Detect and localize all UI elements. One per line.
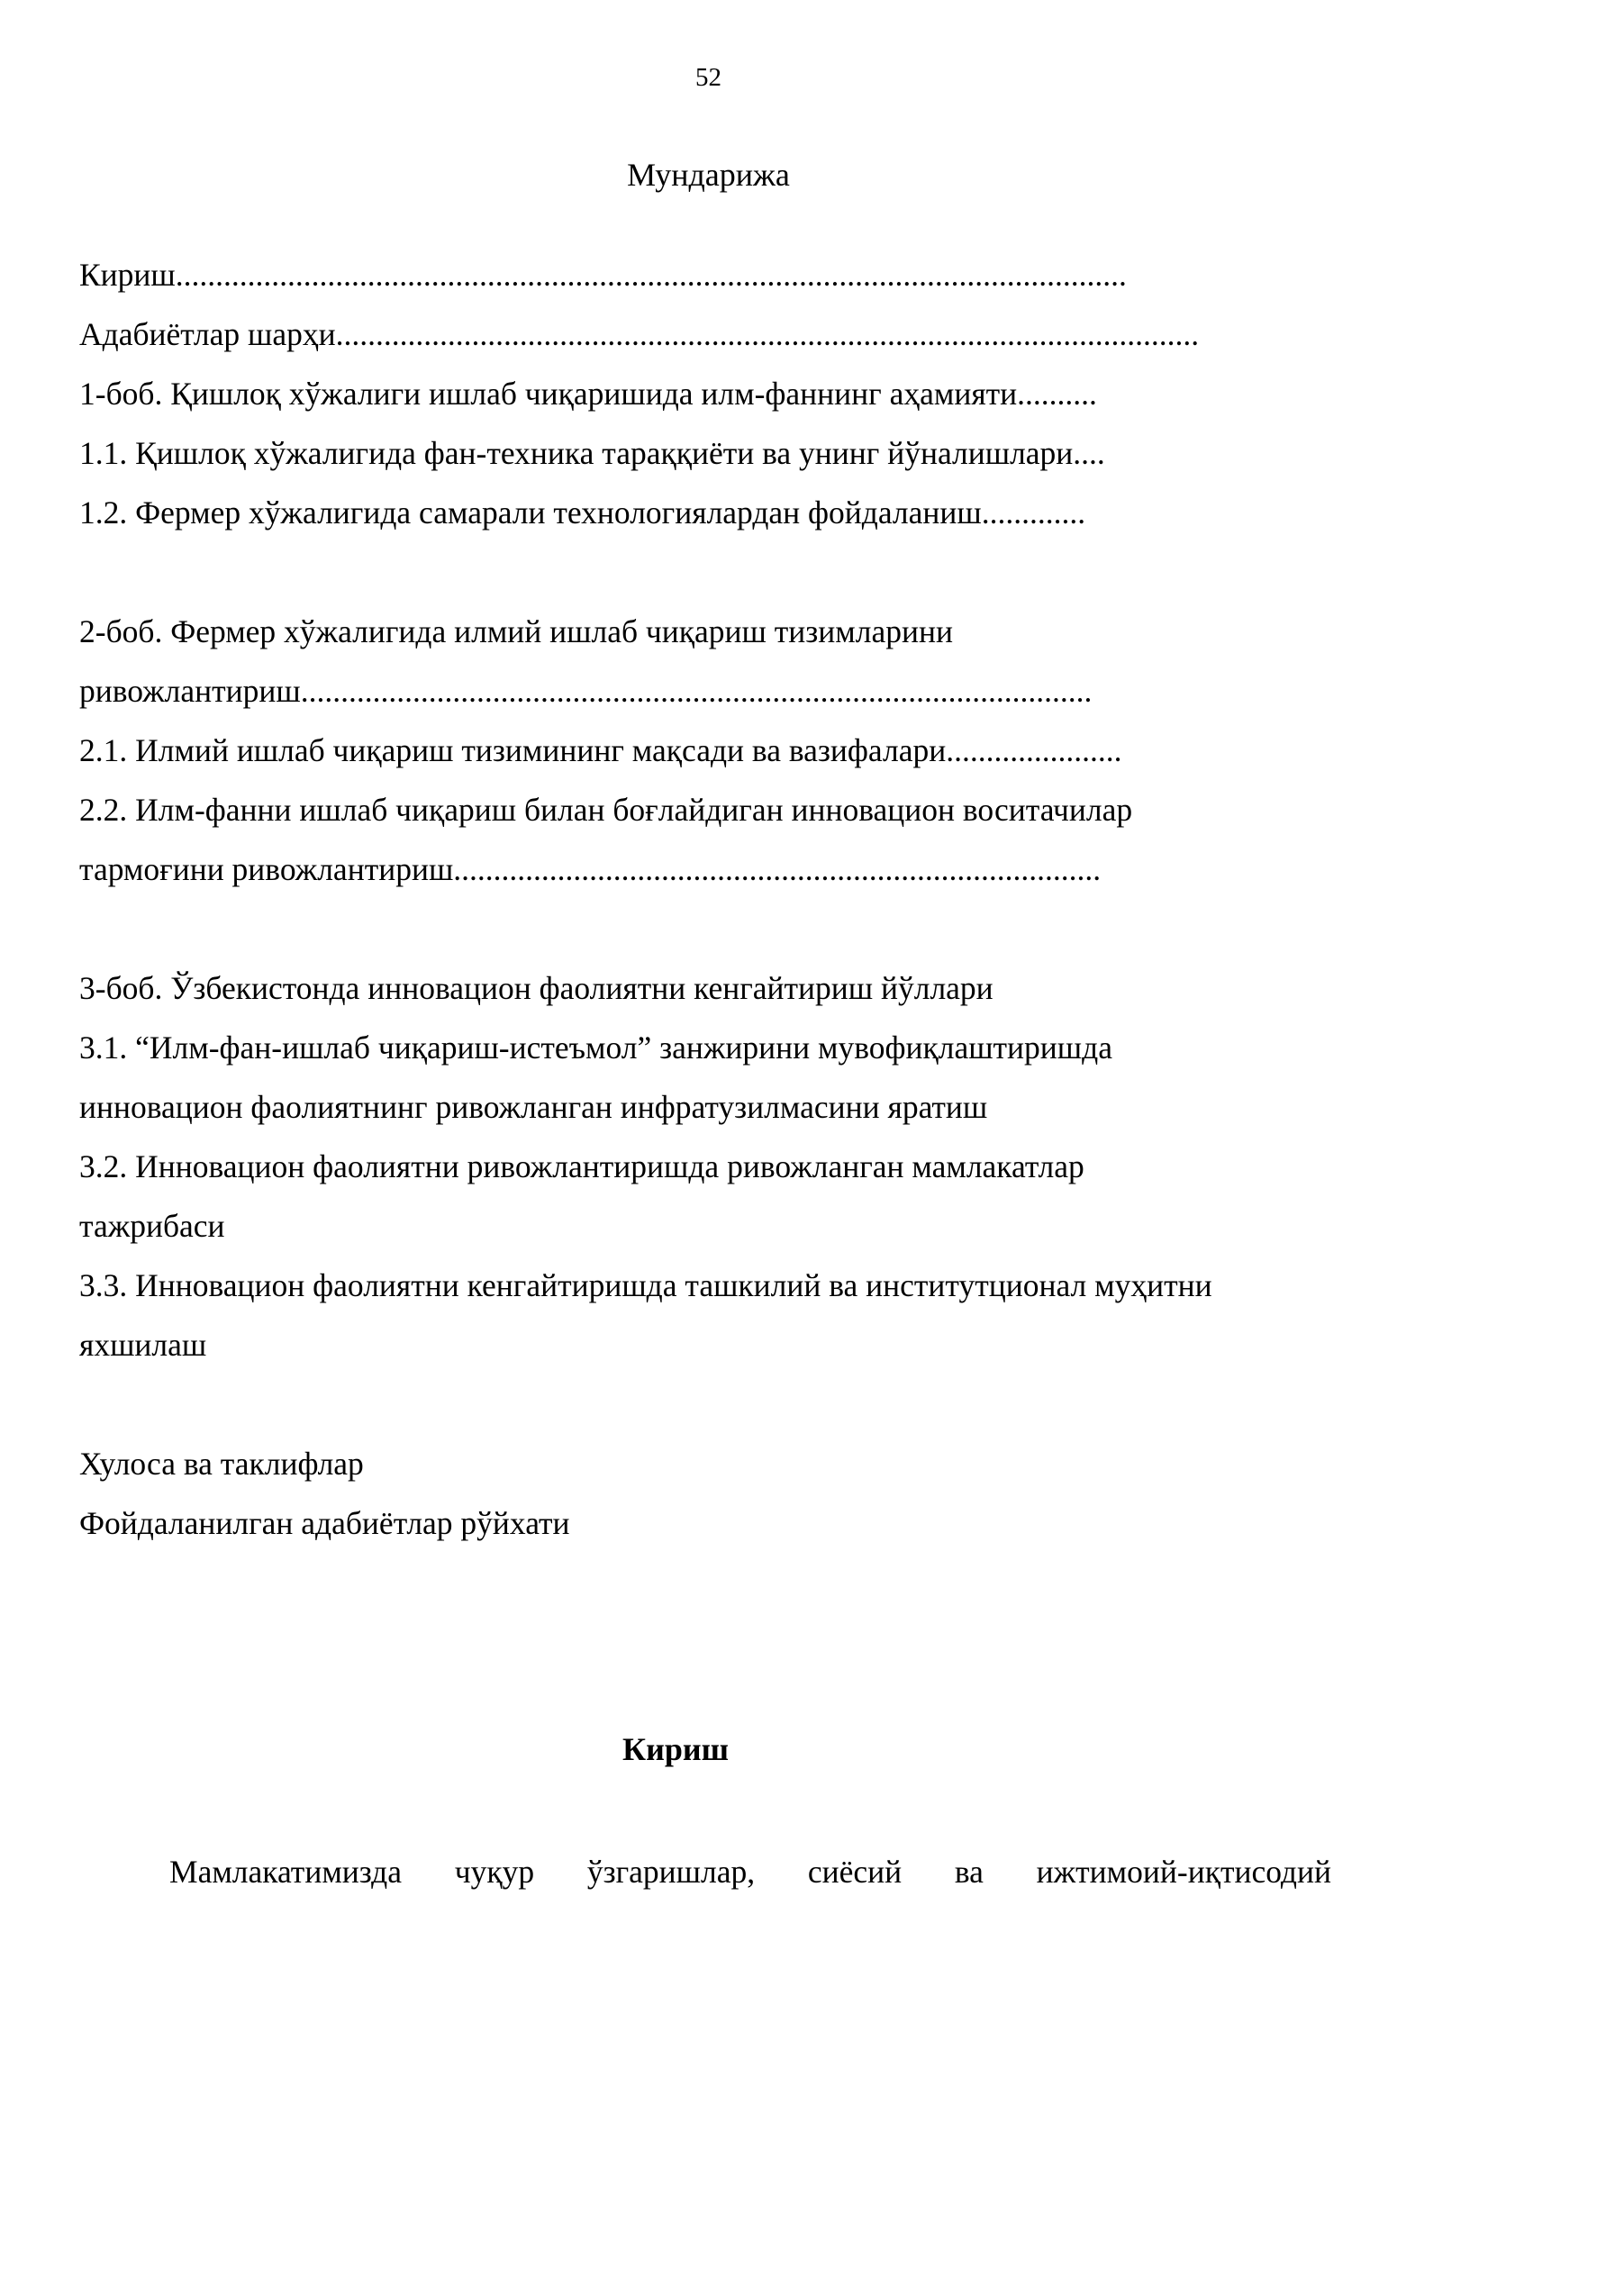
introduction-heading: Кириш [621,1731,729,1767]
table-of-contents [79,245,1358,1553]
toc-entry-section-3-2-continued: тажрибаси [79,1208,225,1244]
page-number: 52 [695,63,721,92]
intro-word: ўзгаришлар, [586,1854,756,1890]
toc-entry-chapter-2-continued: ривожлантириш................................................................................................... [79,673,1093,709]
toc-spacer [79,542,1358,602]
toc-entry-chapter-3: 3-боб. Ўзбекистонда инновацион фаолиятни кенгайтириш йўллари [79,970,993,1006]
toc-entry-literature-review: Адабиётлар шарҳи............................................................................................................ [79,316,1200,352]
intro-word: ижтимоий-иқтисодий [1036,1854,1331,1890]
toc-entry-section-3-3-continued: яхшилаш [79,1327,207,1363]
toc-entry-chapter-2: 2-боб. Фермер хўжалигида илмий ишлаб чиқариш тизимларини [79,613,953,649]
toc-entry-section-3-1: 3.1. “Илм-фан-ишлаб чиқариш-истеъмол” занжирини мувофиқлаштиришда [79,1030,1112,1066]
intro-word: Мамлакатимизда [169,1854,402,1890]
toc-entry-chapter-1: 1-боб. Қишлоқ хўжалиги ишлаб чиқаришида илм-фаннинг аҳамияти.......... [79,376,1097,412]
toc-entry-section-3-2: 3.2. Инновацион фаолиятни ривожлантиришда ривожланган мамлакатлар [79,1148,1084,1184]
toc-title: Мундарижа [627,157,790,193]
toc-entry-section-2-2: 2.2. Илм-фанни ишлаб чиқариш билан боғлайдиган инновацион воситачилар [79,792,1133,828]
toc-entry-section-2-2-continued: тармоғини ривожлантириш................................................................................. [79,851,1102,887]
toc-entry-section-3-1-continued: инновацион фаолиятнинг ривожланган инфратузилмасини яратиш [79,1089,988,1125]
toc-entry-section-1-2: 1.2. Фермер хўжалигида самарали технологиялардан фойдаланиш............. [79,494,1086,531]
toc-entry-conclusions: Хулоса ва таклифлар [79,1446,364,1482]
toc-entry-section-2-1: 2.1. Илмий ишлаб чиқариш тизимининг мақсади ва вазифалари...................... [79,732,1122,768]
toc-entry-bibliography: Фойдаланилган адабиётлар рўйхати [79,1505,570,1541]
toc-entry-introduction: Кириш....................................................................................................................... [79,257,1127,293]
intro-word: сиёсий [807,1854,903,1890]
intro-word: ва [954,1854,984,1890]
toc-entry-section-3-3: 3.3. Инновацион фаолиятни кенгайтиришда ташкилий ва институтционал муҳитни [79,1267,1212,1303]
toc-spacer [79,899,1358,958]
toc-entry-section-1-1: 1.1. Қишлоқ хўжалигида фан-техника тараққиёти ва унинг йўналишлари.... [79,435,1105,471]
introduction-first-line [169,1852,1331,1891]
toc-spacer [79,1374,1358,1434]
intro-word: чуқур [454,1854,535,1890]
